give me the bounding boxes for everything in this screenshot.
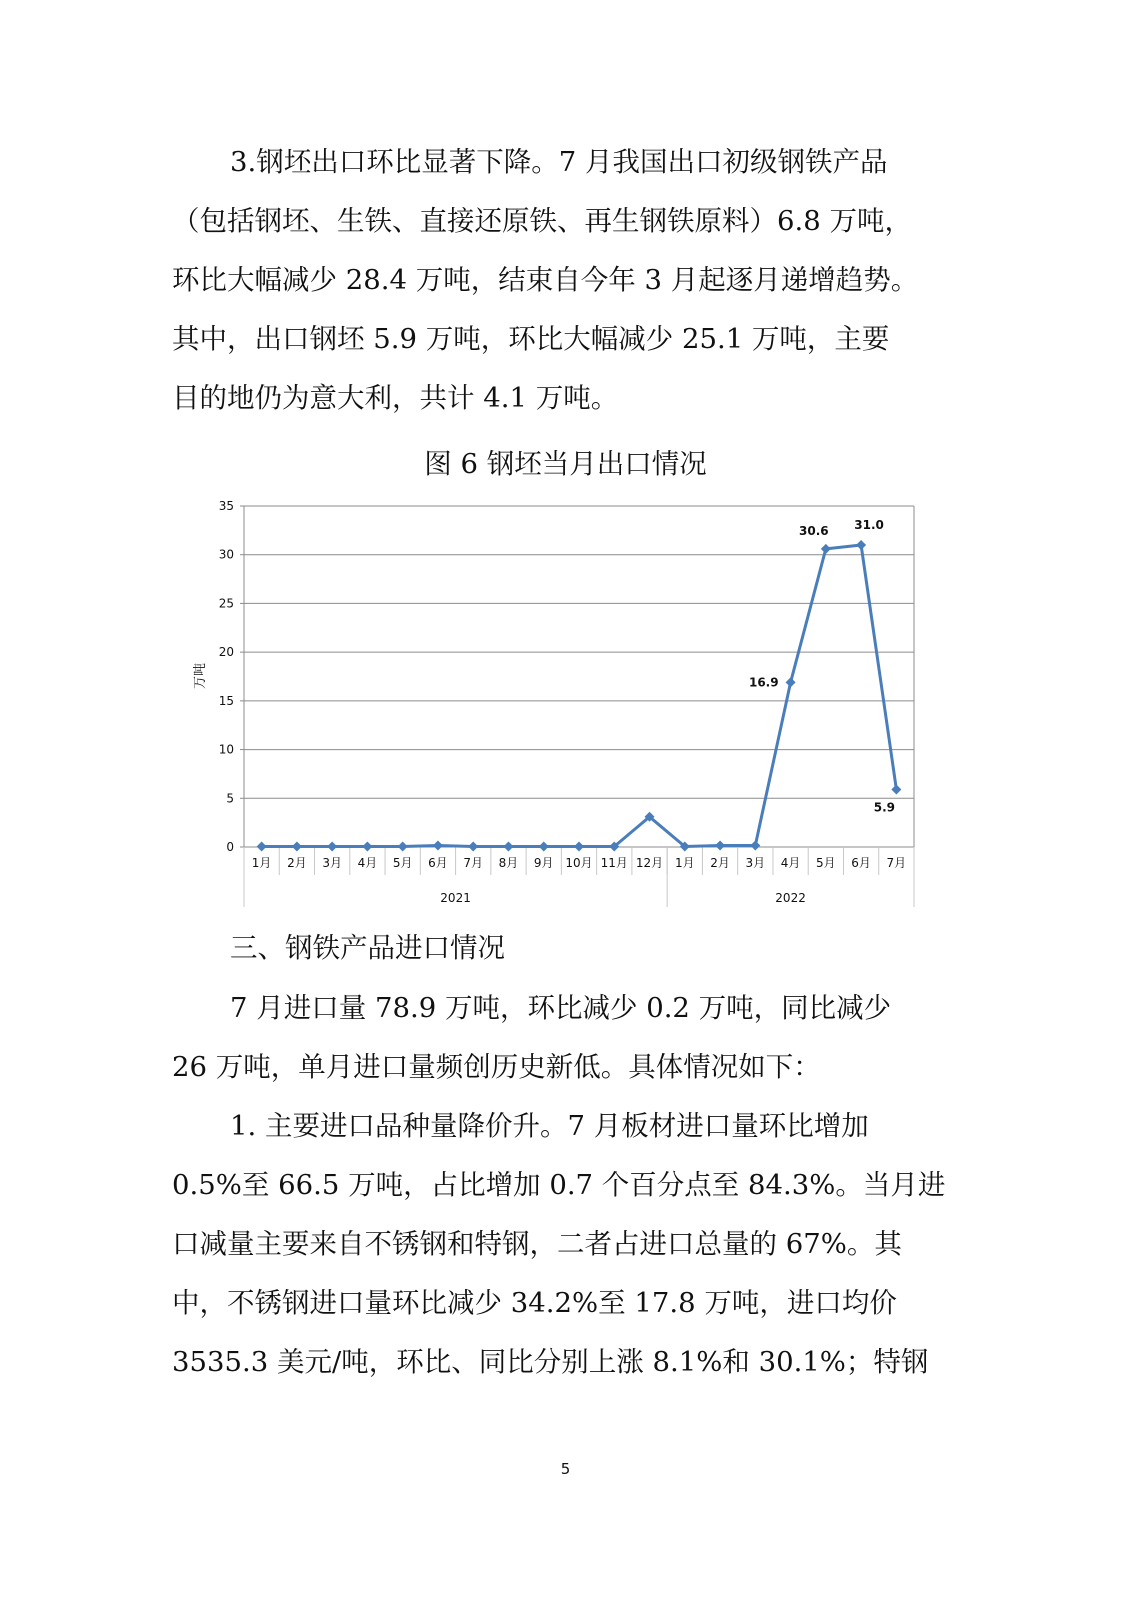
x-tick-label: 5月	[392, 856, 413, 870]
text-line: 环比大幅减少 28.4 万吨，结束自今年 3 月起逐月递增趋势。	[172, 264, 919, 296]
y-tick-label: 15	[218, 693, 234, 708]
x-tick-label: 6月	[428, 856, 448, 870]
x-tick-label: 1月	[674, 856, 695, 870]
text-line: 目的地仍为意大利，共计 4.1 万吨。	[172, 382, 619, 414]
y-tick-label: 35	[218, 499, 234, 513]
y-tick-label: 0	[226, 840, 234, 854]
x-group-label: 2022	[775, 891, 806, 905]
text-line: 其中，出口钢坯 5.9 万吨，环比大幅减少 25.1 万吨，主要	[172, 323, 890, 355]
data-label: 30.6	[799, 523, 829, 538]
x-tick-label: 2月	[710, 856, 730, 870]
x-tick-label: 4月	[780, 856, 801, 870]
text-line: 口减量主要来自不锈钢和特钢，二者占进口总量的 67%。其	[172, 1228, 902, 1260]
x-tick-label: 8月	[498, 856, 519, 870]
section-heading-text: 三、钢铁产品进口情况	[230, 932, 505, 964]
y-axis-label: 万吨	[193, 662, 208, 690]
page-number: 5	[560, 1460, 571, 1478]
text-line: 3535.3 美元/吨，环比、同比分别上涨 8.1%和 30.1%；特钢	[172, 1346, 929, 1378]
y-tick-label: 10	[218, 742, 234, 757]
x-tick-label: 2月	[287, 856, 307, 870]
x-tick-label: 10月	[565, 856, 593, 870]
x-tick-label: 7月	[463, 856, 484, 870]
x-tick-label: 4月	[357, 856, 378, 870]
x-tick-label: 7月	[886, 856, 907, 870]
x-tick-label: 3月	[745, 856, 766, 870]
text-line: 26 万吨，单月进口量频创历史新低。具体情况如下：	[172, 1051, 821, 1083]
text-line: 中，不锈钢进口量环比减少 34.2%至 17.8 万吨，进口均价	[172, 1287, 897, 1319]
y-tick-label: 5	[226, 791, 234, 806]
text-line: 0.5%至 66.5 万吨，占比增加 0.7 个百分点至 84.3%。当月进	[172, 1169, 946, 1201]
text-line: 7 月进口量 78.9 万吨，环比减少 0.2 万吨，同比减少	[230, 992, 892, 1024]
x-tick-label: 5月	[816, 856, 836, 870]
chart-background	[192, 496, 927, 911]
figure-caption: 图 6 钢坯当月出口情况	[424, 448, 707, 480]
x-group-label: 2021	[440, 891, 471, 905]
x-tick-label: 3月	[322, 856, 342, 870]
text-line: 3.钢坯出口环比显著下降。7 月我国出口初级钢铁产品	[230, 146, 888, 178]
x-tick-label: 9月	[533, 856, 554, 870]
data-label: 5.9	[873, 800, 896, 815]
x-tick-label: 1月	[251, 856, 272, 870]
x-tick-label: 11月	[600, 856, 628, 870]
x-tick-label: 12月	[635, 856, 664, 870]
x-tick-label: 6月	[851, 856, 871, 870]
y-tick-label: 25	[218, 596, 234, 611]
y-tick-label: 20	[218, 645, 234, 660]
y-tick-label: 30	[218, 547, 234, 562]
text-line: 1. 主要进口品种量降价升。7 月板材进口量环比增加	[230, 1110, 869, 1142]
data-label: 31.0	[854, 517, 884, 532]
billet-export-line-chart	[192, 496, 927, 911]
data-label: 16.9	[748, 675, 779, 690]
text-line: （包括钢坯、生铁、直接还原铁、再生钢铁原料）6.8 万吨，	[172, 205, 912, 237]
